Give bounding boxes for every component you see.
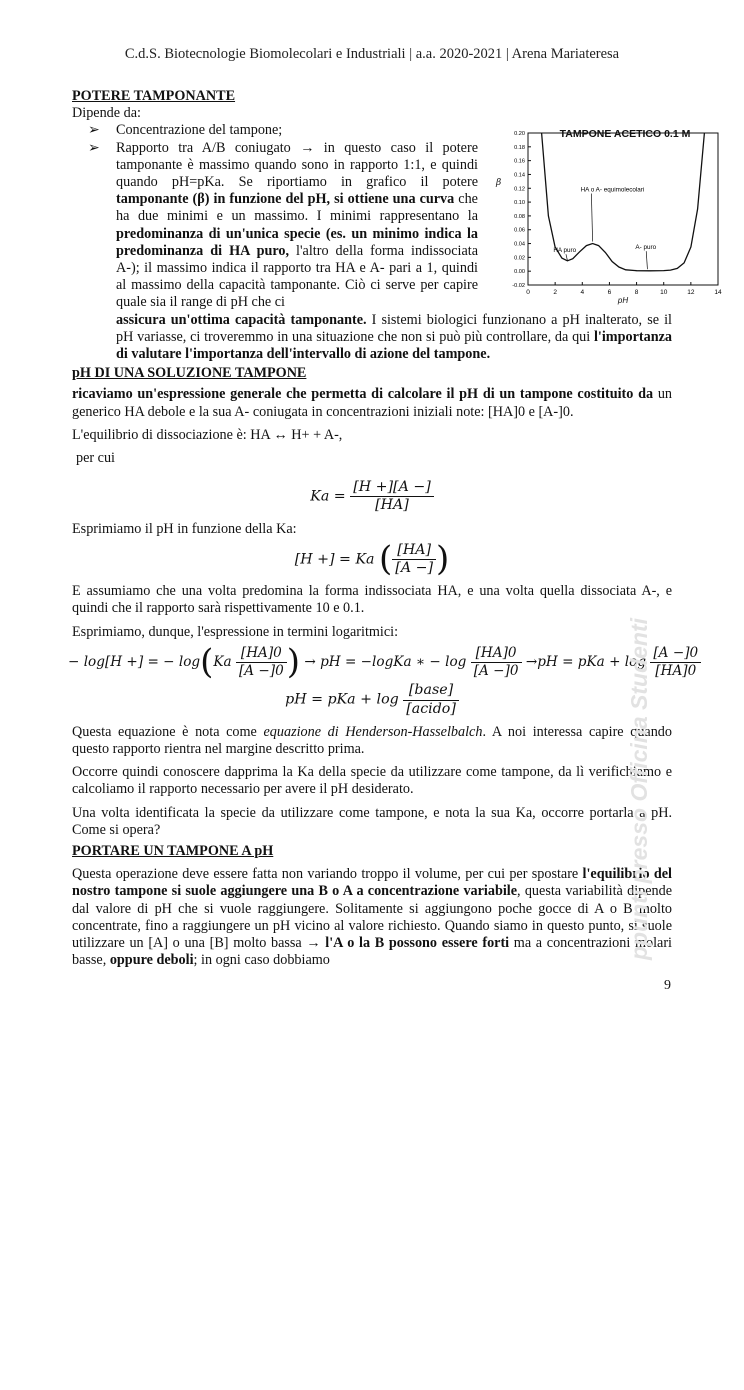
chart-xtick-label: 2 <box>553 289 557 296</box>
equation-h-plus: [H +] = Ka ( $\frac{[HA]}{[A -]}$ ) <box>294 538 450 579</box>
section-title-portare-tampone: PORTARE UN TAMPONE A pH <box>72 842 274 859</box>
chart-ylabel: β <box>496 178 502 188</box>
chart-annotation-label: A- puro <box>635 244 657 252</box>
chart-ytick-label: 0.02 <box>514 255 525 262</box>
page-header: C.d.S. Biotecnologie Biomolecolari e Industriali | a.a. 2020-2021 | Arena Mariateresa <box>124 46 620 62</box>
arrow-right-icon: → <box>300 139 315 156</box>
equation-ka: Ka = $\frac{[H +][A -]}{[HA]}$ <box>72 479 672 514</box>
chart-annotation-label: HA o A- equimolecolari <box>580 186 645 194</box>
page-number: 9 <box>664 978 671 993</box>
s1-bullet-2: ➢ Rapporto tra A/B coniugato → in questo caso il potere tamponante è massimo quando sono in rapporto 1:1, e quindi quando pH=pKa. Se riportiamo in grafico il potere tamponante (β) in funzione del pH, si ottiene una curva che ha due minimi e un massimo. I minimi rappresentano la predominanza di un'unica specie (es. un minimo indica la predominanza di HA puro, l'altro della forma indissociata A-); il massimo indica il rapporto tra HA e A- pari a 1, quindi al massimo della capacità tamponante. Ciò ci serve per capire quale sia il range di pH che ci <box>88 139 478 311</box>
chart-xtick-label: 4 <box>580 289 585 296</box>
chart-xlabel: pH <box>617 296 629 305</box>
s2-p3: per cui <box>76 450 115 467</box>
s2-p2: L'equilibrio di dissociazione è: HA ↔ H+ + A-, <box>72 426 343 443</box>
chart-ytick-label: 0.16 <box>514 158 525 165</box>
chart-ytick-label: 0.00 <box>514 269 525 276</box>
s2-p7: Questa equazione è nota come equazione di Henderson-Hasselbalch. A noi interessa capire quando questo rapporto rientra nel margine descritto prima. <box>72 723 672 757</box>
s2-p6: Esprimiamo, dunque, l'espressione in termini logaritmici: <box>72 623 399 640</box>
chart-ytick-label: 0.12 <box>514 186 525 193</box>
chart-ytick-label: 0.10 <box>514 200 525 207</box>
arrowhead-bullet-icon: ➢ <box>88 122 100 139</box>
s2-p4: Esprimiamo il pH in funzione della Ka: <box>72 520 297 537</box>
s1-bullet-1: ➢ Concentrazione del tampone; <box>88 122 283 139</box>
chart-xtick-label: 10 <box>660 289 668 296</box>
chart-xtick-label: 0 <box>526 289 530 296</box>
chart-ytick-label: 0.18 <box>514 144 525 151</box>
s2-p1: ricaviamo un'espressione generale che permetta di calcolare il pH di un tampone costituito da un generico HA debole e la sua A- coniugata in concentrazioni iniziali note: [HA]0 e [A-]0. <box>72 386 673 420</box>
arrow-right-icon: → <box>306 934 321 951</box>
chart-ytick-label: 0.14 <box>514 172 525 179</box>
s2-p8: Occorre quindi conoscere dapprima la Ka della specie da utilizzare come tampone, da lì verifichiamo e calcoliamo il rapporto necessario per avere il pH desiderato. <box>72 764 672 798</box>
chart-title: TAMPONE ACETICO 0.1 M <box>559 128 691 140</box>
equation-log: − log[H +] = − log(Ka $\frac{[HA]0}{[A -]0}$ ) → pH = −logKa ∗ − log $\frac{[HA]0}{[A -]0}$ →pH = pKa + log $\frac{[A -]0}{[HA]0}$ <box>68 645 676 680</box>
chart-annotation-label: HA puro <box>553 247 577 255</box>
s2-p9: Una volta identificata la specie da utilizzare come tampone, e nota la sua Ka, occorre portarla a pH. Come si opera? <box>72 804 672 838</box>
chart-ytick-label: -0.02 <box>512 283 525 289</box>
s1-bullets <box>72 122 672 311</box>
chart-xtick-label: 8 <box>634 289 639 296</box>
chart-xtick-label: 6 <box>607 289 612 296</box>
watermark-area <box>626 617 666 1390</box>
chart-xtick-label: 12 <box>687 289 695 296</box>
chart-xtick-label: 14 <box>714 289 722 296</box>
section-title-ph-soluzione: pH DI UNA SOLUZIONE TAMPONE <box>72 365 307 382</box>
chart-ytick-label: 0.08 <box>514 213 525 220</box>
watermark-text: ppunti presso Officina Studenti <box>626 617 652 960</box>
s2-p5: E assumiamo che una volta predomina la forma indissociata HA, e una volta quella dissociata A-, e quindi che il rapporto sarà rispettivamente 10 e 0.1. <box>72 583 672 617</box>
double-arrow-icon: ↔ <box>273 426 288 443</box>
equation-henderson-hasselbalch: pH = pKa + log $\frac{\text{[base]}}{\text{[acido]}}$ <box>72 682 672 717</box>
section-title-potere-tamponante: POTERE TAMPONANTE <box>72 88 236 104</box>
chart-ytick-label: 0.20 <box>514 131 525 137</box>
s1-bullet-2-continued: assicura un'ottima capacità tamponante. I sistemi biologici funzionano a pH inalterato, se il pH variasse, ci troveremmo in una situazione che non si può più controllare, da qui l'importanza di valutare l'importanza dell'intervallo di azione del tampone. <box>116 311 672 363</box>
arrowhead-bullet-icon: ➢ <box>88 139 100 156</box>
s3-p1: Questa operazione deve essere fatta non variando troppo il volume, per cui per spostare l'equilibrio del nostro tampone si suole aggiungere una B o A a concentrazione variabile, questa variabilità dipende dal valore di pH che si vuole raggiungere. Solitamente si aggiungono poche gocce di A o B molto concentrate, fino a raggiungere un pH vicino al valore richiesto. Quando siamo in questo punto, si suole utilizzare un [A] o una [B] molto bassa → l'A o la B possono essere forti ma a concentrazioni molari basse, oppure deboli; in ogni caso dobbiamo <box>72 866 673 969</box>
s1-intro: Dipende da: <box>72 105 141 122</box>
chart-ytick-label: 0.04 <box>514 241 525 248</box>
chart-ytick-label: 0.06 <box>514 227 525 234</box>
